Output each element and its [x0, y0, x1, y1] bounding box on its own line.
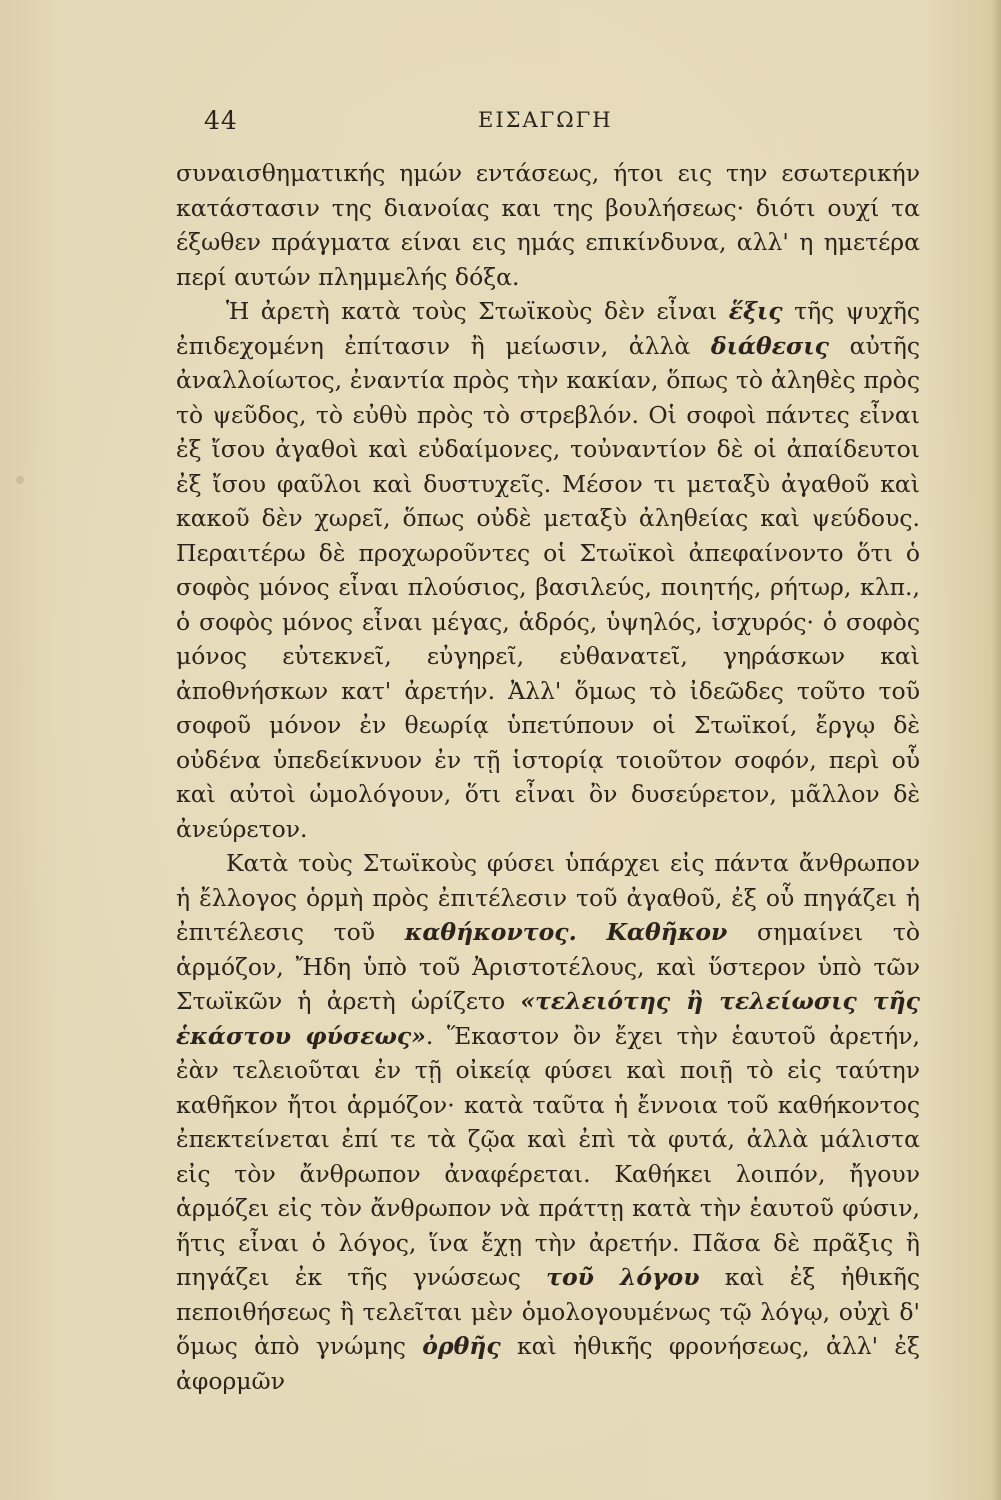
emphasized-term: ἕξις — [728, 297, 783, 325]
text-run — [577, 918, 607, 946]
text-run: αὐτῆς ἀναλλοίωτος, ἐναντία πρὸς τὴν κακίαν, ὅπως τὸ ἀληθὲς πρὸς τὸ ψεῦδος, τὸ εὐθὺ πρὸς τὸ στρεβλόν. Οἱ σοφοὶ πάντες εἶναι ἐξ ἴσου ἀγαθοὶ καὶ εὐδαίμονες, τοὐναντίον δὲ οἱ ἀπαίδευτοι ἐξ ἴσου φαῦλοι καὶ δυστυχεῖς. Μέσον τι μεταξὺ ἀγαθοῦ καὶ κακοῦ δὲν χωρεῖ, ὅπως οὐδὲ μεταξὺ ἀληθείας καὶ ψεύδους. Περαιτέρω δὲ προχωροῦντες οἱ Στωϊκοὶ ἀπεφαίνοντο ὅτι ὁ σοφὸς μόνος εἶναι πλούσιος, βασιλεύς, ποιητής, ρήτωρ, κλπ., ὁ σοφὸς μόνος εἶναι μέγας, ἁδρός, ὑψηλός, ἰσχυρός· ὁ σοφὸς μόνος εὐτεκνεῖ, εὐγηρεῖ, εὐθανατεῖ, γηράσκων καὶ ἀποθνήσκων κατ' ἀρετήν. Ἀλλ' ὅμως τὸ ἰδεῶδες τοῦτο τοῦ σοφοῦ μόνον ἐν θεωρίᾳ ὑπετύπουν οἱ Στωϊκοί, ἔργῳ δὲ οὐδένα ὑπεδείκνυον ἐν τῇ ἱστορίᾳ τοιοῦτον σοφόν, περὶ οὗ καὶ αὐτοὶ ὡμολόγουν, ὅτι εἶναι ὂν δυσεύρετον, μᾶλλον δὲ ἀνεύρετον. — [176, 331, 920, 843]
text-run: σημαίνει τὸ ἁρμόζον, Ἤδη ὑπὸ τοῦ Ἀριστοτέλους, καὶ ὕστερον ὑπὸ τῶν Στωϊκῶν ἡ ἀρετὴ ὡρίζετο — [176, 918, 920, 1015]
body-text — [176, 156, 920, 1398]
text-run: συναισθηματικής ημών εντάσεως, ήτοι εις την εσωτερικήν κατάστασιν της διανοίας και της βουλήσεως· διότι ουχί τα έξωθεν πράγματα είναι εις ημάς επικίνδυνα, αλλ' η ημετέρα περί αυτών πλημμελής δόξα. — [176, 159, 920, 291]
text-run: Ἡ ἀρετὴ κατὰ τοὺς Στωϊκοὺς δὲν εἶναι — [226, 297, 729, 325]
paragraph — [176, 156, 920, 294]
text-run: Κατὰ τοὺς Στωϊκοὺς φύσει ὑπάρχει εἰς πάντα ἄνθρωπον ἡ ἔλλογος ὁρμὴ πρὸς ἐπιτέλεσιν τοῦ ἀγαθοῦ, ἐξ οὗ πηγάζει ἡ ἐπιτέλεσις τοῦ — [176, 849, 920, 946]
paper-spot — [16, 476, 24, 484]
text-run: τῆς ψυχῆς ἐπιδεχομένη ἐπίτασιν ἢ μείωσιν, ἀλλὰ — [176, 297, 920, 360]
text-run: . Ἕκαστον ὂν ἔχει τὴν ἑαυτοῦ ἀρετήν, ἐὰν τελειοῦται ἐν τῇ οἰκείᾳ φύσει καὶ ποιῇ τὸ εἰς ταύτην καθῆκον ἤτοι ἁρμόζον· κατὰ ταῦτα ἡ ἔννοια τοῦ καθήκοντος ἐπεκτείνεται ἐπί τε τὰ ζῷα καὶ ἐπὶ τὰ φυτά, ἀλλὰ μάλιστα εἰς τὸν ἄνθρωπον ἀναφέρεται. Καθήκει λοιπόν, ἤγουν ἁρμόζει εἰς τὸν ἄνθρωπον νὰ πράττῃ κατὰ τὴν ἑαυτοῦ φύσιν, ἥτις εἶναι ὁ λόγος, ἵνα ἔχῃ τὴν ἀρετήν. Πᾶσα δὲ πρᾶξις ἢ πηγάζει ἐκ τῆς γνώσεως — [176, 1021, 920, 1291]
paragraph — [176, 846, 920, 1398]
emphasized-term: Καθῆκον — [606, 918, 728, 946]
emphasized-term: τοῦ λόγου — [546, 1263, 700, 1291]
text-run: καὶ ἐξ ἠθικῆς πεποιθήσεως ἢ τελεῖται μὲν ὁμολογουμένως τῷ λόγῳ, οὐχὶ δ' ὅμως ἀπὸ γνώμης — [176, 1263, 920, 1360]
emphasized-term: «τελειότης ἢ τελείωσις τῆς ἑκάστου φύσεως» — [176, 987, 920, 1050]
page-number: 44 — [204, 106, 238, 135]
page-header — [0, 106, 1001, 146]
emphasized-term: διάθεσις — [710, 331, 829, 360]
text-run: καὶ ἠθικῆς φρονήσεως, ἀλλ' ἐξ ἀφορμῶν — [176, 1332, 920, 1395]
paragraph — [176, 294, 920, 846]
emphasized-term: καθήκοντος. — [404, 918, 577, 946]
page-edge-shadow — [991, 0, 1001, 1500]
running-head: ΕΙΣΑΓΩΓΗ — [478, 108, 613, 132]
emphasized-term: ὀρθῆς — [422, 1332, 501, 1360]
